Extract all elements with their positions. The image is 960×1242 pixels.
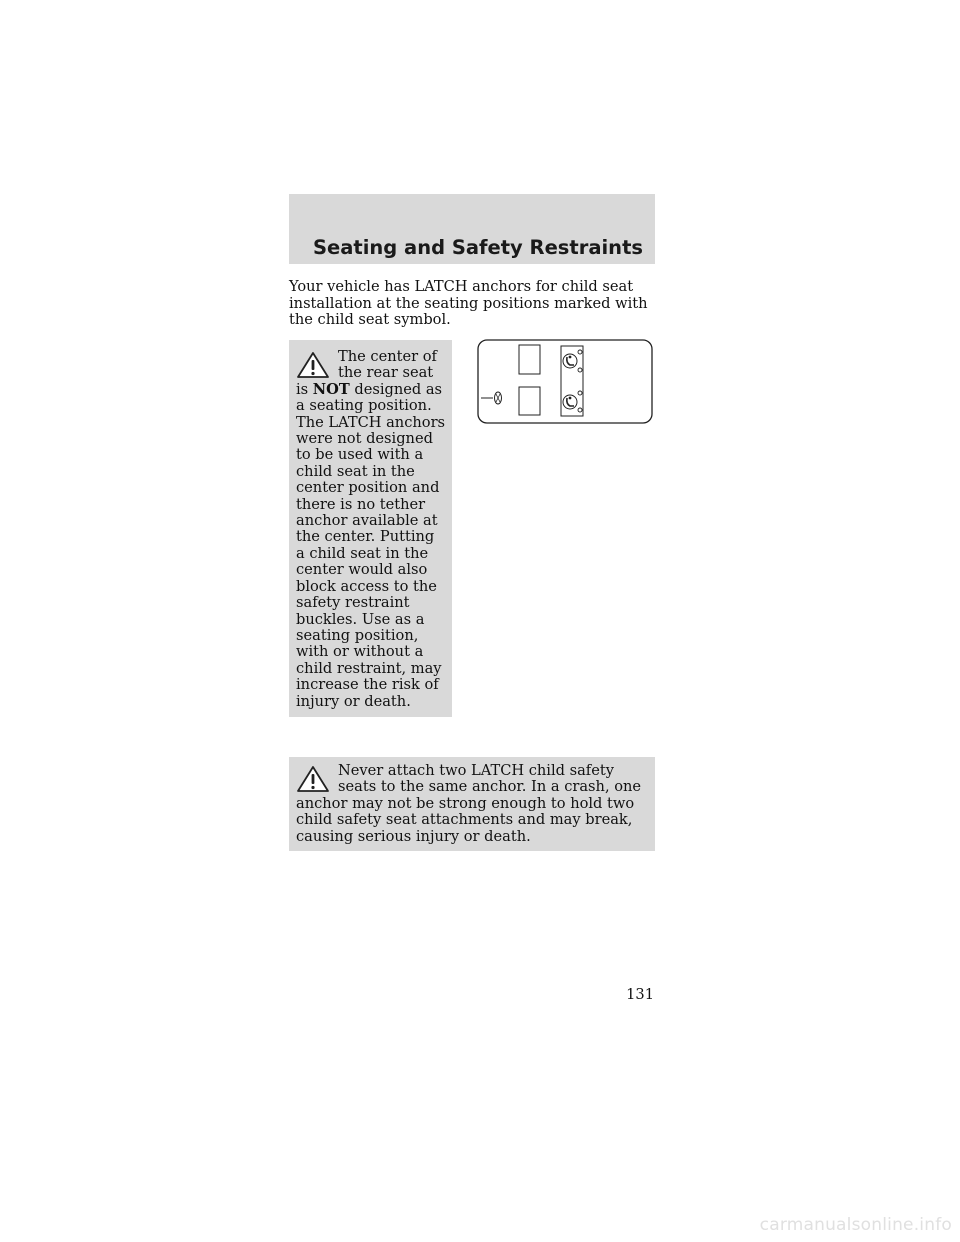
warning-box-center-seat [289,340,452,717]
warning-emphasis: NOT [312,380,350,398]
warning-triangle-icon [296,765,338,793]
warning-text [296,349,446,710]
intro-paragraph: Your vehicle has LATCH anchors for child seat installation at the seating positions marked with the child seat symbol. [289,278,648,329]
warning-rest: designed as a seating position. The LATCH anchors were not designed to be used with a child seat in the center position and there is no tether anchor available at the center. Putting a child seat in the center would also block access to the safety restraint buckles. Use as a seating position, with or without a child restraint, may increase the risk of injury or death. [296,380,446,710]
footer-watermark: carmanualsonline.info [759,1215,952,1235]
child-seat-symbol-icon [563,395,577,409]
child-seat-symbol-icon [563,354,577,368]
warning-triangle-icon [296,351,338,379]
section-header-band [289,194,655,264]
warning-box-shared-anchor [289,757,655,851]
page-number: 131 [626,986,654,1003]
warning-text: Never attach two LATCH child safety seats to the same anchor. In a crash, one anchor may not be strong enough to hold two child safety seat attachments and may break, causing serious injury or death. [296,762,642,845]
section-title: Seating and Safety Restraints [312,236,643,259]
warning-lead: The center of the rear seat is [296,348,437,398]
latch-seat-layout-diagram [477,338,654,426]
